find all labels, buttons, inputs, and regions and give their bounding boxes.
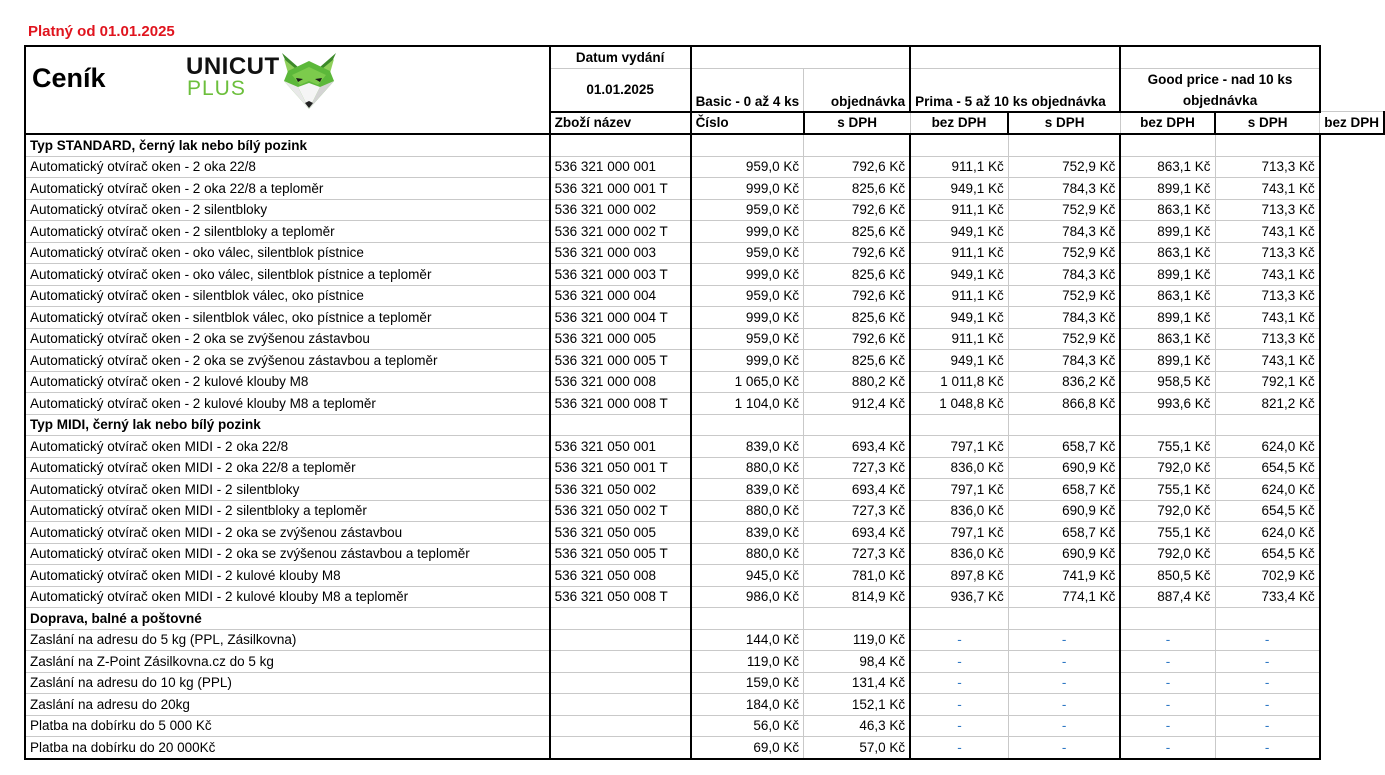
item-code: 536 321 000 002 T — [550, 221, 691, 243]
price-good-s-dph: 863,1 Kč — [1120, 156, 1215, 178]
price-good-bez-dph: 624,0 Kč — [1215, 522, 1320, 544]
column-header-prima-bez-dph: bez DPH — [1120, 112, 1215, 135]
price-good-bez-dph: 713,3 Kč — [1215, 328, 1320, 350]
price-good-s-dph: - — [1120, 651, 1215, 673]
price-good-bez-dph: - — [1215, 672, 1320, 694]
table-row — [25, 565, 1384, 587]
price-good-bez-dph: 713,3 Kč — [1215, 285, 1320, 307]
price-basic-s-dph: 839,0 Kč — [691, 436, 804, 458]
item-code: 536 321 050 001 T — [550, 457, 691, 479]
price-good-bez-dph: 743,1 Kč — [1215, 221, 1320, 243]
item-name: Platba na dobírku do 20 000Kč — [25, 737, 550, 759]
item-code: 536 321 000 001 T — [550, 178, 691, 200]
price-good-bez-dph: 713,3 Kč — [1215, 156, 1320, 178]
price-prima-s-dph: - — [910, 737, 1008, 759]
price-basic-bez-dph: 727,3 Kč — [804, 457, 911, 479]
column-header-name: Zboží název — [550, 112, 691, 135]
unicut-logo — [186, 51, 346, 111]
price-good-bez-dph: 743,1 Kč — [1215, 264, 1320, 286]
price-good-s-dph: - — [1120, 694, 1215, 716]
price-basic-bez-dph: 825,6 Kč — [804, 264, 911, 286]
table-row — [25, 307, 1384, 329]
price-list-table — [24, 45, 1385, 760]
price-basic-bez-dph: 792,6 Kč — [804, 328, 911, 350]
item-code — [550, 737, 691, 759]
price-prima-bez-dph: 690,9 Kč — [1008, 543, 1120, 565]
price-basic-s-dph: 986,0 Kč — [691, 586, 804, 608]
item-name: Zaslání na adresu do 10 kg (PPL) — [25, 672, 550, 694]
price-prima-s-dph: 949,1 Kč — [910, 264, 1008, 286]
section-blank — [691, 414, 804, 436]
price-basic-bez-dph: 693,4 Kč — [804, 436, 911, 458]
price-prima-s-dph: 949,1 Kč — [910, 307, 1008, 329]
section-blank — [1215, 414, 1320, 436]
page-title: Ceník — [32, 63, 106, 93]
prima-header-blank — [910, 46, 1120, 68]
table-row — [25, 737, 1384, 759]
item-name: Zaslání na Z-Point Zásilkovna.cz do 5 kg — [25, 651, 550, 673]
price-prima-bez-dph: 836,2 Kč — [1008, 371, 1120, 393]
price-basic-s-dph: 839,0 Kč — [691, 522, 804, 544]
valid-from-notice: Platný od 01.01.2025 — [28, 23, 175, 40]
item-code — [550, 672, 691, 694]
section-blank — [1120, 608, 1215, 630]
price-good-s-dph: 958,5 Kč — [1120, 371, 1215, 393]
price-basic-s-dph: 880,0 Kč — [691, 457, 804, 479]
table-row — [25, 479, 1384, 501]
price-prima-s-dph: - — [910, 651, 1008, 673]
price-basic-bez-dph: 693,4 Kč — [804, 479, 911, 501]
price-good-s-dph: - — [1120, 629, 1215, 651]
price-basic-s-dph: 959,0 Kč — [691, 242, 804, 264]
section-title: Typ STANDARD, černý lak nebo bílý pozink — [25, 134, 550, 156]
price-basic-bez-dph: 792,6 Kč — [804, 285, 911, 307]
price-prima-bez-dph: - — [1008, 629, 1120, 651]
price-prima-bez-dph: 784,3 Kč — [1008, 264, 1120, 286]
price-good-s-dph: 899,1 Kč — [1120, 350, 1215, 372]
section-blank — [804, 134, 911, 156]
section-blank — [691, 608, 804, 630]
section-title: Doprava, balné a poštovné — [25, 608, 550, 630]
price-prima-bez-dph: 752,9 Kč — [1008, 199, 1120, 221]
price-good-s-dph: 755,1 Kč — [1120, 479, 1215, 501]
price-basic-s-dph: 999,0 Kč — [691, 221, 804, 243]
price-basic-bez-dph: 792,6 Kč — [804, 156, 911, 178]
section-blank — [910, 608, 1008, 630]
section-blank — [1120, 414, 1215, 436]
item-code — [550, 629, 691, 651]
section-blank — [804, 608, 911, 630]
table-row — [25, 371, 1384, 393]
price-prima-bez-dph: 658,7 Kč — [1008, 522, 1120, 544]
price-prima-s-dph: 936,7 Kč — [910, 586, 1008, 608]
price-prima-bez-dph: 774,1 Kč — [1008, 586, 1120, 608]
item-name: Automatický otvírač oken - 2 kulové klouby M8 a teploměr — [25, 393, 550, 415]
logo-plus-text: PLUS — [187, 77, 246, 100]
price-prima-s-dph: 836,0 Kč — [910, 500, 1008, 522]
price-prima-s-dph: 911,1 Kč — [910, 285, 1008, 307]
table-row — [25, 199, 1384, 221]
price-prima-s-dph: - — [910, 715, 1008, 737]
price-good-s-dph: 863,1 Kč — [1120, 285, 1215, 307]
price-basic-s-dph: 959,0 Kč — [691, 285, 804, 307]
price-good-bez-dph: 654,5 Kč — [1215, 500, 1320, 522]
price-basic-bez-dph: 825,6 Kč — [804, 178, 911, 200]
item-name: Automatický otvírač oken - silentblok válec, oko pístnice a teploměr — [25, 307, 550, 329]
fox-head-icon — [278, 51, 340, 111]
price-good-bez-dph: - — [1215, 737, 1320, 759]
price-prima-bez-dph: - — [1008, 672, 1120, 694]
price-basic-bez-dph: 781,0 Kč — [804, 565, 911, 587]
item-code: 536 321 000 008 — [550, 371, 691, 393]
item-code: 536 321 000 005 — [550, 328, 691, 350]
item-code: 536 321 000 005 T — [550, 350, 691, 372]
item-name: Automatický otvírač oken MIDI - 2 kulové klouby M8 a teploměr — [25, 586, 550, 608]
price-prima-bez-dph: - — [1008, 737, 1120, 759]
item-name: Platba na dobírku do 5 000 Kč — [25, 715, 550, 737]
price-prima-s-dph: - — [910, 694, 1008, 716]
price-good-bez-dph: 713,3 Kč — [1215, 199, 1320, 221]
price-prima-s-dph: 797,1 Kč — [910, 479, 1008, 501]
price-good-s-dph: 863,1 Kč — [1120, 328, 1215, 350]
price-good-bez-dph: - — [1215, 715, 1320, 737]
price-good-s-dph: 755,1 Kč — [1120, 522, 1215, 544]
item-code: 536 321 050 008 — [550, 565, 691, 587]
section-blank — [910, 414, 1008, 436]
basic-tier-label-2: objednávka — [804, 68, 911, 112]
price-basic-s-dph: 880,0 Kč — [691, 543, 804, 565]
price-good-s-dph: 792,0 Kč — [1120, 457, 1215, 479]
item-name: Zaslání na adresu do 5 kg (PPL, Zásilkovna) — [25, 629, 550, 651]
price-prima-bez-dph: - — [1008, 715, 1120, 737]
price-prima-bez-dph: 752,9 Kč — [1008, 242, 1120, 264]
price-basic-bez-dph: 46,3 Kč — [804, 715, 911, 737]
item-name: Automatický otvírač oken - 2 oka 22/8 — [25, 156, 550, 178]
good-tier-label-line1: Good price - nad 10 ks — [1147, 71, 1293, 87]
price-basic-bez-dph: 880,2 Kč — [804, 371, 911, 393]
section-blank — [1215, 134, 1320, 156]
price-good-s-dph: - — [1120, 715, 1215, 737]
price-basic-s-dph: 56,0 Kč — [691, 715, 804, 737]
price-prima-bez-dph: 752,9 Kč — [1008, 285, 1120, 307]
price-good-bez-dph: 733,4 Kč — [1215, 586, 1320, 608]
price-basic-s-dph: 880,0 Kč — [691, 500, 804, 522]
good-tier-label-line2: objednávka — [1182, 92, 1258, 108]
item-name: Automatický otvírač oken MIDI - 2 oka se zvýšenou zástavbou — [25, 522, 550, 544]
item-name: Automatický otvírač oken - oko válec, silentblok pístnice — [25, 242, 550, 264]
price-good-bez-dph: - — [1215, 629, 1320, 651]
table-row — [25, 328, 1384, 350]
basic-tier-label: Basic - 0 až 4 ks — [691, 68, 804, 112]
table-row — [25, 242, 1384, 264]
price-prima-bez-dph: - — [1008, 651, 1120, 673]
item-name: Automatický otvírač oken - 2 oka 22/8 a teploměr — [25, 178, 550, 200]
price-basic-s-dph: 959,0 Kč — [691, 328, 804, 350]
section-header-row — [25, 608, 1384, 630]
price-basic-bez-dph: 727,3 Kč — [804, 543, 911, 565]
issue-date-value: 01.01.2025 — [550, 68, 691, 112]
price-basic-bez-dph: 98,4 Kč — [804, 651, 911, 673]
price-prima-s-dph: 897,8 Kč — [910, 565, 1008, 587]
price-good-bez-dph: 713,3 Kč — [1215, 242, 1320, 264]
item-name: Automatický otvírač oken - oko válec, silentblok pístnice a teploměr — [25, 264, 550, 286]
price-prima-bez-dph: 784,3 Kč — [1008, 350, 1120, 372]
item-code: 536 321 000 004 — [550, 285, 691, 307]
price-basic-s-dph: 1 065,0 Kč — [691, 371, 804, 393]
price-good-bez-dph: 654,5 Kč — [1215, 543, 1320, 565]
price-basic-s-dph: 999,0 Kč — [691, 264, 804, 286]
price-good-s-dph: - — [1120, 672, 1215, 694]
price-basic-s-dph: 1 104,0 Kč — [691, 393, 804, 415]
price-prima-bez-dph: 658,7 Kč — [1008, 436, 1120, 458]
price-basic-bez-dph: 814,9 Kč — [804, 586, 911, 608]
section-blank — [1008, 414, 1120, 436]
price-basic-s-dph: 839,0 Kč — [691, 479, 804, 501]
item-code: 536 321 050 008 T — [550, 586, 691, 608]
price-basic-s-dph: 144,0 Kč — [691, 629, 804, 651]
price-good-s-dph: 755,1 Kč — [1120, 436, 1215, 458]
item-code: 536 321 050 005 — [550, 522, 691, 544]
price-good-bez-dph: 743,1 Kč — [1215, 307, 1320, 329]
price-prima-bez-dph: 784,3 Kč — [1008, 221, 1120, 243]
item-name: Automatický otvírač oken MIDI - 2 silentbloky — [25, 479, 550, 501]
item-code: 536 321 000 004 T — [550, 307, 691, 329]
item-name: Automatický otvírač oken - 2 oka se zvýšenou zástavbou a teploměr — [25, 350, 550, 372]
column-header-good-s-dph: s DPH — [1215, 112, 1320, 135]
price-good-s-dph: 863,1 Kč — [1120, 242, 1215, 264]
issue-date-label: Datum vydání — [550, 46, 691, 68]
price-basic-s-dph: 184,0 Kč — [691, 694, 804, 716]
price-basic-bez-dph: 792,6 Kč — [804, 242, 911, 264]
item-code: 536 321 050 001 — [550, 436, 691, 458]
section-title: Typ MIDI, černý lak nebo bílý pozink — [25, 414, 550, 436]
good-tier-label — [1120, 68, 1319, 112]
price-prima-s-dph: 836,0 Kč — [910, 543, 1008, 565]
item-code: 536 321 050 002 — [550, 479, 691, 501]
price-prima-s-dph: - — [910, 672, 1008, 694]
price-basic-s-dph: 959,0 Kč — [691, 199, 804, 221]
price-prima-s-dph: 911,1 Kč — [910, 199, 1008, 221]
price-basic-s-dph: 999,0 Kč — [691, 350, 804, 372]
table-row — [25, 436, 1384, 458]
table-row — [25, 156, 1384, 178]
section-blank — [1008, 608, 1120, 630]
price-prima-s-dph: 949,1 Kč — [910, 350, 1008, 372]
price-good-bez-dph: 792,1 Kč — [1215, 371, 1320, 393]
price-good-bez-dph: 654,5 Kč — [1215, 457, 1320, 479]
price-good-bez-dph: 821,2 Kč — [1215, 393, 1320, 415]
section-blank — [1120, 134, 1215, 156]
table-row — [25, 672, 1384, 694]
price-prima-s-dph: 797,1 Kč — [910, 522, 1008, 544]
item-name: Automatický otvírač oken MIDI - 2 oka se zvýšenou zástavbou a teploměr — [25, 543, 550, 565]
price-basic-bez-dph: 912,4 Kč — [804, 393, 911, 415]
price-basic-bez-dph: 727,3 Kč — [804, 500, 911, 522]
table-row — [25, 393, 1384, 415]
price-good-s-dph: 850,5 Kč — [1120, 565, 1215, 587]
table-row — [25, 285, 1384, 307]
price-good-bez-dph: 743,1 Kč — [1215, 350, 1320, 372]
table-row — [25, 350, 1384, 372]
column-header-basic-bez-dph: bez DPH — [910, 112, 1008, 135]
price-basic-s-dph: 999,0 Kč — [691, 307, 804, 329]
price-basic-s-dph: 999,0 Kč — [691, 178, 804, 200]
price-prima-bez-dph: 658,7 Kč — [1008, 479, 1120, 501]
price-basic-bez-dph: 57,0 Kč — [804, 737, 911, 759]
price-prima-s-dph: 949,1 Kč — [910, 178, 1008, 200]
title-cell — [25, 46, 550, 134]
price-good-bez-dph: 743,1 Kč — [1215, 178, 1320, 200]
section-blank — [550, 134, 691, 156]
price-basic-s-dph: 959,0 Kč — [691, 156, 804, 178]
price-prima-s-dph: 836,0 Kč — [910, 457, 1008, 479]
item-code: 536 321 000 001 — [550, 156, 691, 178]
table-row — [25, 651, 1384, 673]
price-good-bez-dph: 702,9 Kč — [1215, 565, 1320, 587]
item-code: 536 321 050 005 T — [550, 543, 691, 565]
price-good-bez-dph: 624,0 Kč — [1215, 436, 1320, 458]
item-name: Automatický otvírač oken MIDI - 2 silentbloky a teploměr — [25, 500, 550, 522]
section-header-row — [25, 134, 1384, 156]
price-good-bez-dph: - — [1215, 651, 1320, 673]
table-row — [25, 500, 1384, 522]
table-row — [25, 522, 1384, 544]
price-prima-bez-dph: - — [1008, 694, 1120, 716]
item-name: Zaslání na adresu do 20kg — [25, 694, 550, 716]
item-code: 536 321 000 008 T — [550, 393, 691, 415]
item-code: 536 321 000 003 — [550, 242, 691, 264]
price-good-s-dph: 899,1 Kč — [1120, 264, 1215, 286]
item-name: Automatický otvírač oken MIDI - 2 kulové klouby M8 — [25, 565, 550, 587]
section-blank — [910, 134, 1008, 156]
price-basic-s-dph: 119,0 Kč — [691, 651, 804, 673]
section-blank — [1215, 608, 1320, 630]
basic-header-blank — [691, 46, 911, 68]
price-prima-s-dph: 797,1 Kč — [910, 436, 1008, 458]
table-row — [25, 457, 1384, 479]
price-prima-s-dph: 1 011,8 Kč — [910, 371, 1008, 393]
price-basic-bez-dph: 825,6 Kč — [804, 307, 911, 329]
table-row — [25, 715, 1384, 737]
price-basic-s-dph: 159,0 Kč — [691, 672, 804, 694]
price-prima-s-dph: 911,1 Kč — [910, 242, 1008, 264]
price-good-s-dph: 792,0 Kč — [1120, 500, 1215, 522]
price-prima-bez-dph: 784,3 Kč — [1008, 307, 1120, 329]
section-blank — [550, 608, 691, 630]
column-header-prima-s-dph: s DPH — [1008, 112, 1120, 135]
section-blank — [1008, 134, 1120, 156]
item-code: 536 321 000 002 — [550, 199, 691, 221]
price-basic-bez-dph: 825,6 Kč — [804, 221, 911, 243]
table-row — [25, 178, 1384, 200]
price-basic-s-dph: 69,0 Kč — [691, 737, 804, 759]
section-header-row — [25, 414, 1384, 436]
column-header-good-bez-dph: bez DPH — [1320, 112, 1384, 135]
price-good-s-dph: 993,6 Kč — [1120, 393, 1215, 415]
item-code: 536 321 050 002 T — [550, 500, 691, 522]
price-prima-s-dph: 911,1 Kč — [910, 156, 1008, 178]
price-prima-bez-dph: 866,8 Kč — [1008, 393, 1120, 415]
price-good-bez-dph: - — [1215, 694, 1320, 716]
item-name: Automatický otvírač oken - silentblok válec, oko pístnice — [25, 285, 550, 307]
item-code — [550, 715, 691, 737]
item-name: Automatický otvírač oken - 2 oka se zvýšenou zástavbou — [25, 328, 550, 350]
item-name: Automatický otvírač oken - 2 silentbloky a teploměr — [25, 221, 550, 243]
table-row — [25, 586, 1384, 608]
price-good-s-dph: 863,1 Kč — [1120, 199, 1215, 221]
price-good-s-dph: 899,1 Kč — [1120, 178, 1215, 200]
header-row-1 — [25, 46, 1384, 68]
price-prima-s-dph: 949,1 Kč — [910, 221, 1008, 243]
price-basic-bez-dph: 825,6 Kč — [804, 350, 911, 372]
item-name: Automatický otvírač oken - 2 kulové klouby M8 — [25, 371, 550, 393]
price-good-s-dph: 887,4 Kč — [1120, 586, 1215, 608]
price-prima-s-dph: - — [910, 629, 1008, 651]
price-prima-bez-dph: 741,9 Kč — [1008, 565, 1120, 587]
column-header-code: Číslo — [691, 112, 804, 135]
price-prima-s-dph: 1 048,8 Kč — [910, 393, 1008, 415]
price-basic-bez-dph: 131,4 Kč — [804, 672, 911, 694]
column-header-basic-s-dph: s DPH — [804, 112, 911, 135]
price-good-s-dph: - — [1120, 737, 1215, 759]
price-prima-bez-dph: 752,9 Kč — [1008, 156, 1120, 178]
table-row — [25, 221, 1384, 243]
table-row — [25, 629, 1384, 651]
item-name: Automatický otvírač oken MIDI - 2 oka 22/8 a teploměr — [25, 457, 550, 479]
section-blank — [691, 134, 804, 156]
price-prima-bez-dph: 784,3 Kč — [1008, 178, 1120, 200]
price-good-s-dph: 899,1 Kč — [1120, 307, 1215, 329]
price-prima-bez-dph: 752,9 Kč — [1008, 328, 1120, 350]
price-prima-bez-dph: 690,9 Kč — [1008, 500, 1120, 522]
prima-tier-label: Prima - 5 až 10 ks objednávka — [910, 68, 1120, 112]
table-row — [25, 543, 1384, 565]
price-basic-bez-dph: 792,6 Kč — [804, 199, 911, 221]
price-good-s-dph: 899,1 Kč — [1120, 221, 1215, 243]
section-blank — [550, 414, 691, 436]
item-name: Automatický otvírač oken - 2 silentbloky — [25, 199, 550, 221]
price-basic-bez-dph: 152,1 Kč — [804, 694, 911, 716]
price-prima-bez-dph: 690,9 Kč — [1008, 457, 1120, 479]
table-row — [25, 264, 1384, 286]
item-code — [550, 651, 691, 673]
price-basic-s-dph: 945,0 Kč — [691, 565, 804, 587]
price-good-bez-dph: 624,0 Kč — [1215, 479, 1320, 501]
item-code — [550, 694, 691, 716]
price-good-s-dph: 792,0 Kč — [1120, 543, 1215, 565]
price-prima-s-dph: 911,1 Kč — [910, 328, 1008, 350]
table-row — [25, 694, 1384, 716]
item-code: 536 321 000 003 T — [550, 264, 691, 286]
good-header-blank — [1120, 46, 1319, 68]
section-blank — [804, 414, 911, 436]
logo-wordmark: UNICUT — [186, 53, 280, 80]
item-name: Automatický otvírač oken MIDI - 2 oka 22/8 — [25, 436, 550, 458]
price-basic-bez-dph: 119,0 Kč — [804, 629, 911, 651]
price-basic-bez-dph: 693,4 Kč — [804, 522, 911, 544]
